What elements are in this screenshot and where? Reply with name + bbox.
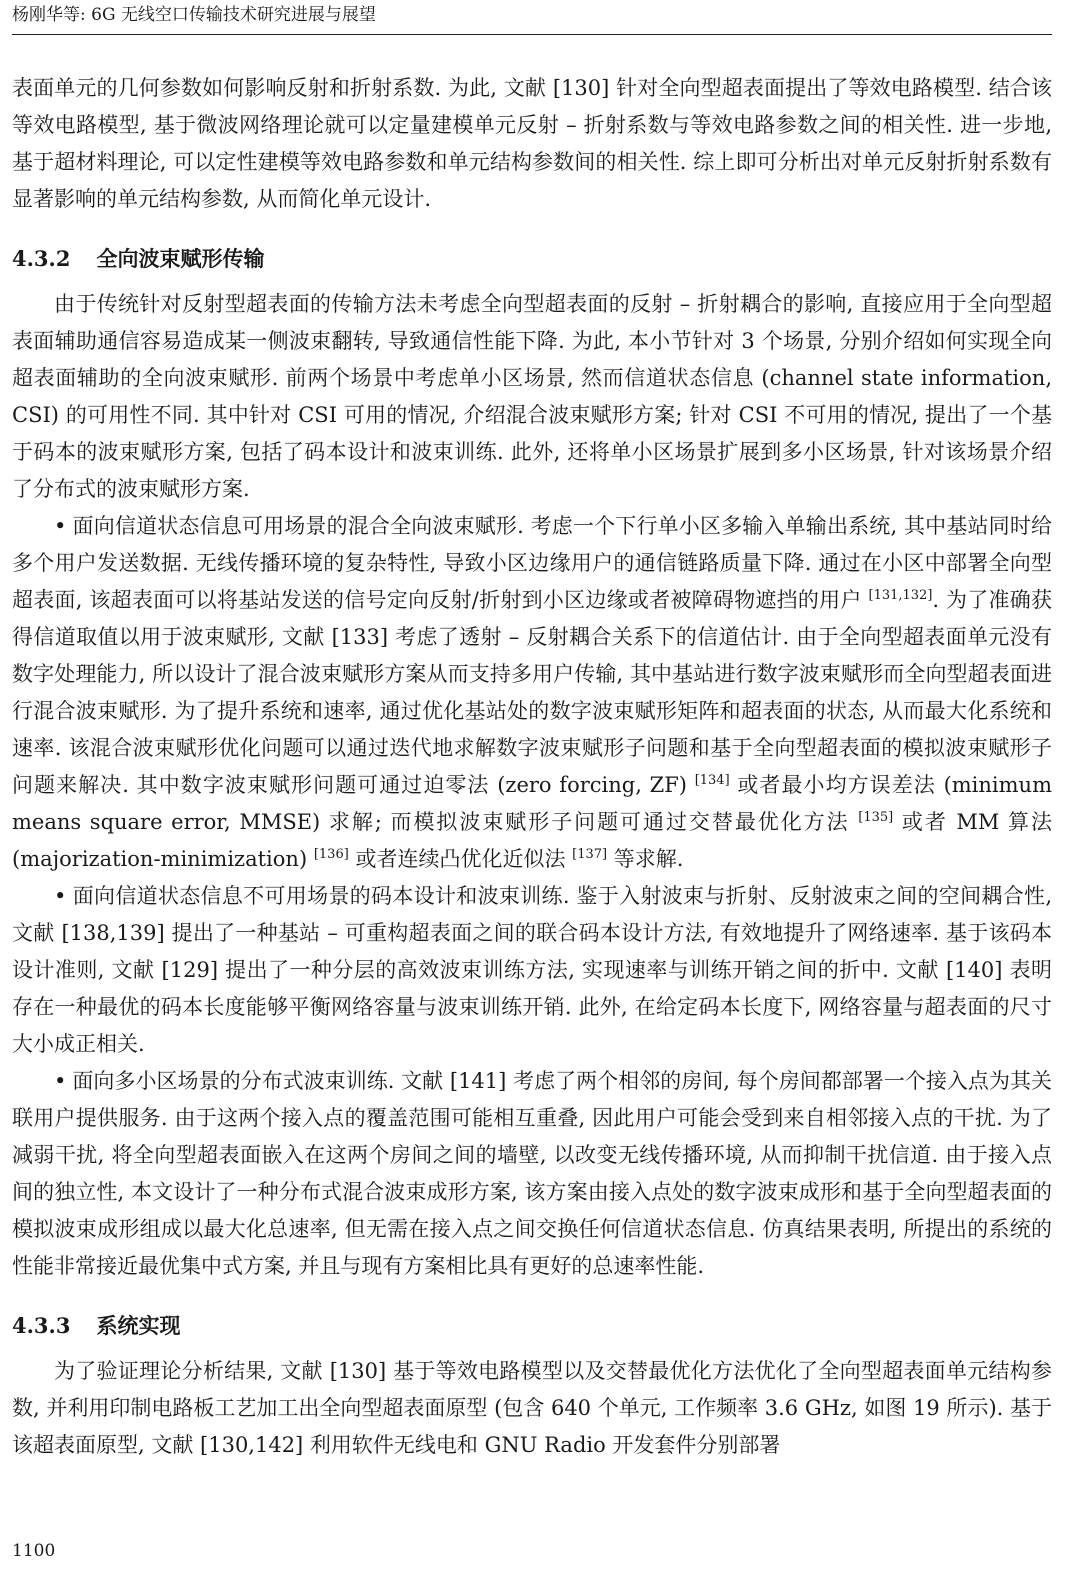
article-body xyxy=(12,70,1052,1464)
bullet-icon: • xyxy=(54,884,67,908)
section-heading-4-3-3 xyxy=(12,1307,1052,1344)
citation: [135] xyxy=(858,810,894,825)
citation: [134] xyxy=(694,773,730,788)
running-title: 杨刚华等: 6G 无线空口传输技术研究进展与展望 xyxy=(12,5,376,25)
bullet-icon: • xyxy=(54,514,67,538)
section-heading-4-3-2 xyxy=(12,240,1052,277)
section-title: 系统实现 xyxy=(96,1313,181,1338)
bullet-item-hybrid-beamforming: • 面向信道状态信息可用场景的混合全向波束赋形. 考虑一个下行单小区多输入单输出系统, 其中基站同时给多个用户发送数据. 无线传播环境的复杂特性, 导致小区边缘用户的通信链路质量下降. 通过在小区中部署全向型超表面, 该超表面可以将基站发送的信号定向反射/折射到小区边缘或者被障碍物遮挡的用户 [131,132]. 为了准确获得信道取值以用于波束赋形, 文献 [133] 考虑了透射 – 反射耦合关系下的信道估计. 由于全向型超表面单元没有数字处理能力, 所以设计了混合波束赋形方案从而支持多用户传输, 其中基站进行数字波束赋形而全向型超表面进行混合波束赋形. 为了提升系统和速率, 通过优化基站处的数字波束赋形矩阵和超表面的状态, 从而最大化系统和速率. 该混合波束赋形优化问题可以通过迭代地求解数字波束赋形子问题和基于全向型超表面的模拟波束赋形子问题来解决. 其中数字波束赋形问题可通过迫零法 (zero forcing, ZF) [134] 或者最小均方误差法 (minimum means square error, MMSE) 求解; 而模拟波束赋形子问题可通过交替最优化方法 [135] 或者 MM 算法 (majorization-minimization) [136] 或者连续凸优化近似法 [137] 等求解. xyxy=(12,514,1053,871)
citation: [136] xyxy=(313,847,349,862)
bullet-item-codebook-training: • 面向信道状态信息不可用场景的码本设计和波束训练. 鉴于入射波束与折射、反射波束之间的空间耦合性, 文献 [138,139] 提出了一种基站 – 可重构超表面之间的联合码本设计方法, 有效地提升了网络速率. 基于该码本设计准则, 文献 [129] 提出了一种分层的高效波束训练方法, 实现速率与训练开销之间的折中. 文献 [140] 表明存在一种最优的码本长度能够平衡网络容量与波束训练开销. 此外, 在给定码本长度下, 网络容量与超表面的尺寸大小成正相关. xyxy=(12,884,1052,1056)
bullet-item-distributed-training: • 面向多小区场景的分布式波束训练. 文献 [141] 考虑了两个相邻的房间, 每个房间都部署一个接入点为其关联用户提供服务. 由于这两个接入点的覆盖范围可能相互重叠, 因此用户可能会受到来自相邻接入点的干扰. 为了减弱干扰, 将全向型超表面嵌入在这两个房间之间的墙壁, 以改变无线传播环境, 从而抑制干扰信道. 由于接入点间的独立性, 本文设计了一种分布式混合波束成形方案, 该方案由接入点处的数字波束成形和基于全向型超表面的模拟波束成形组成以最大化总速率, 但无需在接入点之间交换任何信道状态信息. 仿真结果表明, 所提出的系统的性能非常接近最优集中式方案, 并且与现有方案相比具有更好的总速率性能. xyxy=(12,1069,1052,1278)
section-paragraph: 为了验证理论分析结果, 文献 [130] 基于等效电路模型以及交替最优化方法优化了全向型超表面单元结构参数, 并利用印制电路板工艺加工出全向型超表面原型 (包含 640 个单元, 工作频率 3.6 GHz, 如图 19 所示). 基于该超表面原型, 文献 [130,142] 利用软件无线电和 GNU Radio 开发套件分别部署 xyxy=(12,1359,1052,1457)
citation: [137] xyxy=(572,847,608,862)
section-number: 4.3.2 xyxy=(12,246,71,271)
running-header xyxy=(12,0,1052,35)
bullet-icon: • xyxy=(54,1069,67,1093)
section-intro-paragraph: 由于传统针对反射型超表面的传输方法未考虑全向型超表面的反射 – 折射耦合的影响, 直接应用于全向型超表面辅助通信容易造成某一侧波束翻转, 导致通信性能下降. 为此, 本小节针对 3 个场景, 分别介绍如何实现全向超表面辅助的全向波束赋形. 前两个场景中考虑单小区场景, 然而信道状态信息 (channel state information, CSI) 的可用性不同. 其中针对 CSI 可用的情况, 介绍混合波束赋形方案; 针对 CSI 不可用的情况, 提出了一个基于码本的波束赋形方案, 包括了码本设计和波束训练. 此外, 还将单小区场景扩展到多小区场景, 针对该场景介绍了分布式的波束赋形方案. xyxy=(12,292,1052,501)
page-number: 1100 xyxy=(12,1541,56,1561)
paragraph-continued: 表面单元的几何参数如何影响反射和折射系数. 为此, 文献 [130] 针对全向型超表面提出了等效电路模型. 结合该等效电路模型, 基于微波网络理论就可以定量建模单元反射 – 折射系数与等效电路参数之间的相关性. 进一步地, 基于超材料理论, 可以定性建模等效电路参数和单元结构参数间的相关性. 综上即可分析出对单元反射折射系数有显著影响的单元结构参数, 从而简化单元设计. xyxy=(12,76,1052,211)
section-title: 全向波束赋形传输 xyxy=(96,246,265,271)
section-number: 4.3.3 xyxy=(12,1313,71,1338)
citation: [131,132] xyxy=(868,588,933,603)
